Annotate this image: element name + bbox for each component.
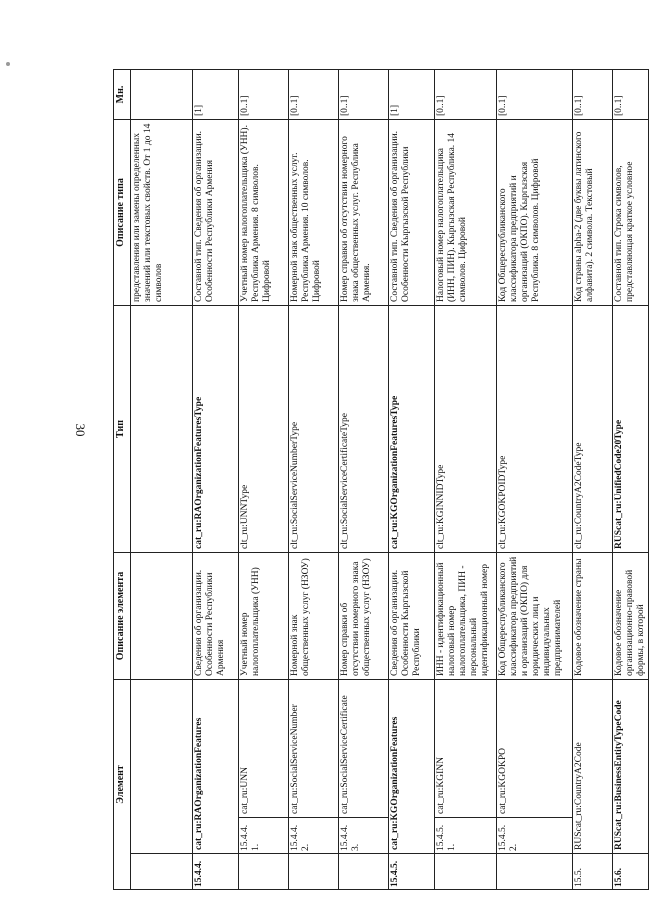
row-type: RUScat_ru:UnifiedCode20Type [613, 305, 649, 552]
row-type-description: представления или замены определенных значений или текстовых свойств. От 1 до 14 символов [131, 119, 193, 305]
table-row [339, 69, 389, 889]
row-indent [497, 854, 573, 890]
row-element-description: Сведения об организации. Особенности Кыргызской Республики [389, 552, 435, 679]
table-row [389, 69, 435, 889]
row-num: 15.4.4. [193, 854, 239, 890]
row-multiplicity: [0..1] [613, 69, 649, 119]
row-type: cat_ru:RAOrganizationFeaturesType [193, 305, 239, 552]
row-type: clt_ru:CountryA2CodeType [573, 305, 613, 552]
row-type-description: Код Общереспубликанского классификатора предприятий и организаций (ОКПО). Кыргызская Республика. 8 символов. Цифровой [497, 119, 573, 305]
row-indent [435, 854, 497, 890]
row-element: cat_ru:KGOKPO [497, 679, 573, 817]
header-type-description: Описание типа [114, 119, 131, 305]
scan-dot [6, 62, 10, 66]
row-multiplicity: [1] [193, 69, 239, 119]
row-element-description: Номерной знак общественных услуг (НЗОУ) [289, 552, 339, 679]
row-type-description: Код страны alpha-2 (две буквы латинского алфавита). 2 символа. Текстовый [573, 119, 613, 305]
row-multiplicity: [0..1] [573, 69, 613, 119]
row-type-description: Номер справки об отсутствии номерного знака общественных услуг. Республика Армения. [339, 119, 389, 305]
table-row [573, 69, 613, 889]
row-element: cat_ru:KGOrganizationFeatures [389, 679, 435, 853]
row-element: cat_ru:RAOrganizationFeatures [193, 679, 239, 853]
row-num: 15.4.4.3. [339, 818, 389, 854]
row-multiplicity [131, 69, 193, 119]
row-num: 15.4.5.1. [435, 818, 497, 854]
row-type-description: Составной тип. Сведения об организации. Особенности Республики Армения [193, 119, 239, 305]
row-num: 15.4.4.1. [239, 818, 289, 854]
row-num: 15.4.4.2. [289, 818, 339, 854]
row-type-description: Составной тип. Сведения об организации. Особенности Кыргызской Республики [389, 119, 435, 305]
row-multiplicity: [0..1] [339, 69, 389, 119]
table-row [193, 69, 239, 889]
row-type-description: Составной тип. Строка символов, представляющая краткое условное [613, 119, 649, 305]
header-multiplicity: Мн. [114, 69, 131, 119]
page-number: 30 [73, 423, 88, 437]
table-row [613, 69, 649, 889]
row-element-description: ИНН - идентификационный налоговый номер налогоплательщика, ПИН - персональный идентификационный номер [435, 552, 497, 679]
table-row [435, 69, 497, 889]
row-type-description: Налоговый номер налогоплательщика (ИНН, ПИН). Кыргызская Республика. 14 символов. Цифровой [435, 119, 497, 305]
row-multiplicity: [0..1] [435, 69, 497, 119]
row-type [131, 305, 193, 552]
table-header-row [114, 69, 131, 889]
schema-table [113, 69, 649, 890]
row-multiplicity: [1] [389, 69, 435, 119]
row-element: RUScat_ru:CountryA2Code [573, 679, 613, 853]
document-sheet [113, 70, 646, 890]
row-element-description: Номер справки об отсутствии номерного знака общественных услуг (НЗОУ) [339, 552, 389, 679]
table-row [497, 69, 573, 889]
row-element-description: Код Общереспубликанского классификатора предприятий и организаций (ОКПО) для юридических лиц и индивидуальных предпринимателей [497, 552, 573, 679]
row-type: cat_ru:KGOrganizationFeaturesType [389, 305, 435, 552]
row-type: clt_ru:KGINNIDType [435, 305, 497, 552]
row-num [131, 854, 193, 890]
table-row [131, 69, 193, 889]
row-element [131, 679, 193, 853]
row-multiplicity: [0..1] [239, 69, 289, 119]
row-element: cat_ru:KGINN [435, 679, 497, 817]
header-type: Тип [114, 305, 131, 552]
row-element: cat_ru:SocialServiceCertificate [339, 679, 389, 817]
row-indent [339, 854, 389, 890]
row-multiplicity: [0..1] [289, 69, 339, 119]
row-type: clt_ru:UNNType [239, 305, 289, 552]
row-type: clt_ru:SocialServiceNumberType [289, 305, 339, 552]
header-element: Элемент [114, 679, 131, 889]
row-type: clt_ru:KGOKPOIDType [497, 305, 573, 552]
table-row [239, 69, 289, 889]
row-num: 15.5. [573, 854, 613, 890]
header-element-description: Описание элемента [114, 552, 131, 679]
row-type: clt_ru:SocialServiceCertificateType [339, 305, 389, 552]
row-multiplicity: [0..1] [497, 69, 573, 119]
row-element-description: Учетный номер налогоплательщика (УНН) [239, 552, 289, 679]
row-element: cat_ru:UNN [239, 679, 289, 817]
row-element-description [131, 552, 193, 679]
row-element-description: Кодовое обозначение страны [573, 552, 613, 679]
row-num: 15.4.5.2. [497, 818, 573, 854]
row-type-description: Номерной знак общественных услуг. Республика Армения. 10 символов. Цифровой [289, 119, 339, 305]
row-indent [289, 854, 339, 890]
row-element-description: Кодовое обозначение организационно-правовой формы, в которой [613, 552, 649, 679]
table-row [289, 69, 339, 889]
row-element: RUScat_ru:BusinessEntityTypeCode [613, 679, 649, 853]
row-element-description: Сведения об организации. Особенности Республики Армения [193, 552, 239, 679]
row-type-description: Учетный номер налогоплательщика (УНН). Республика Армения. 8 символов. Цифровой [239, 119, 289, 305]
row-element: cat_ru:SocialServiceNumber [289, 679, 339, 817]
row-num: 15.4.5. [389, 854, 435, 890]
row-indent [239, 854, 289, 890]
row-num: 15.6. [613, 854, 649, 890]
